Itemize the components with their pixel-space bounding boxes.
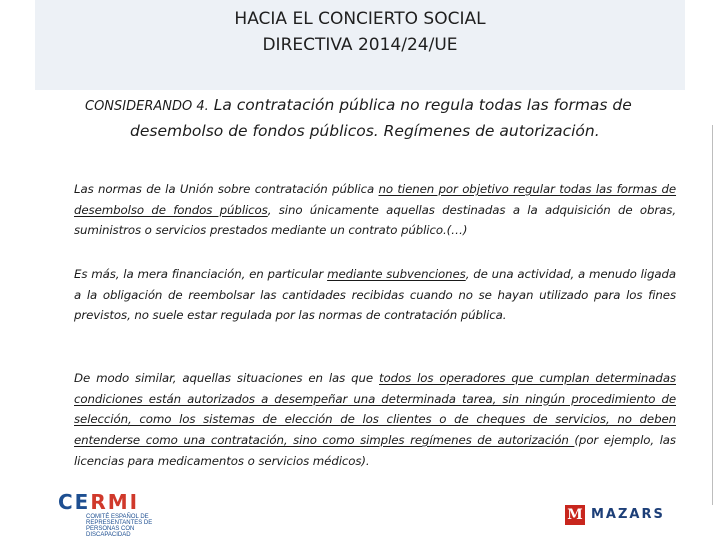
- paragraph-2-text-a: Es más, la mera financiación, en particular: [74, 266, 328, 281]
- cermi-logo: [58, 490, 198, 536]
- paragraph-1-text-b: , sino únicamente aquellas destinadas a la adquisición de obras, suministros o servicios prestados mediante un contrato público.(…): [74, 202, 676, 238]
- mazars-wordmark: MAZARS: [591, 507, 665, 522]
- paragraph-1-text-a: Las normas de la Unión sobre contratación pública: [74, 181, 379, 196]
- slide-title-line-2: DIRECTIVA 2014/24/UE: [262, 35, 458, 55]
- paragraph-3-underlined: todos los operadores que cumplan determinadas condiciones están autorizados a desempeñar una determinada tarea, sin ningún procedimiento de selección, como los sistemas de elección de los clientes o de cheques de servicios, no deben entenderse como una contratación, sino como simples regímenes de autorización: [74, 370, 676, 447]
- slide-title-line-1: HACIA EL CONCIERTO SOCIAL: [234, 9, 486, 29]
- considerando-label: CONSIDERANDO 4.: [85, 99, 209, 114]
- right-divider: [712, 125, 713, 505]
- mazars-mark-icon: M: [565, 505, 585, 525]
- paragraph-1-underlined: no tienen por objetivo regular todas las formas de desembolso de fondos públicos: [74, 181, 677, 217]
- cermi-wordmark: CERMI: [58, 490, 140, 514]
- paragraph-3-text-b: (por ejemplo, las licencias para medicamentos o servicios médicos).: [74, 432, 676, 468]
- mazars-logo: [565, 505, 680, 527]
- paragraph-3: [74, 368, 676, 472]
- cermi-subtitle: COMITÉ ESPAÑOL DE REPRESENTANTES DE PERSONAS CON DISCAPACIDAD: [86, 514, 153, 538]
- considerando-heading: [85, 93, 685, 144]
- paragraph-1: [74, 179, 676, 241]
- paragraph-2-text-b: , de una actividad, a menudo ligada a la obligación de reembolsar las cantidades recibidas cuando no se hayan utilizado para los fines previstos, no suele estar regulada por las normas de contratación pública.: [74, 266, 676, 323]
- paragraph-3-text-a: De modo similar, aquellas situaciones en las que: [74, 370, 379, 385]
- considerando-text-line-2: desembolso de fondos públicos. Regímenes de autorización.: [130, 122, 600, 140]
- considerando-text-line-1: La contratación pública no regula todas las formas de: [213, 96, 632, 114]
- paragraph-2: [74, 264, 676, 326]
- paragraph-2-underlined: mediante subvenciones: [327, 266, 466, 281]
